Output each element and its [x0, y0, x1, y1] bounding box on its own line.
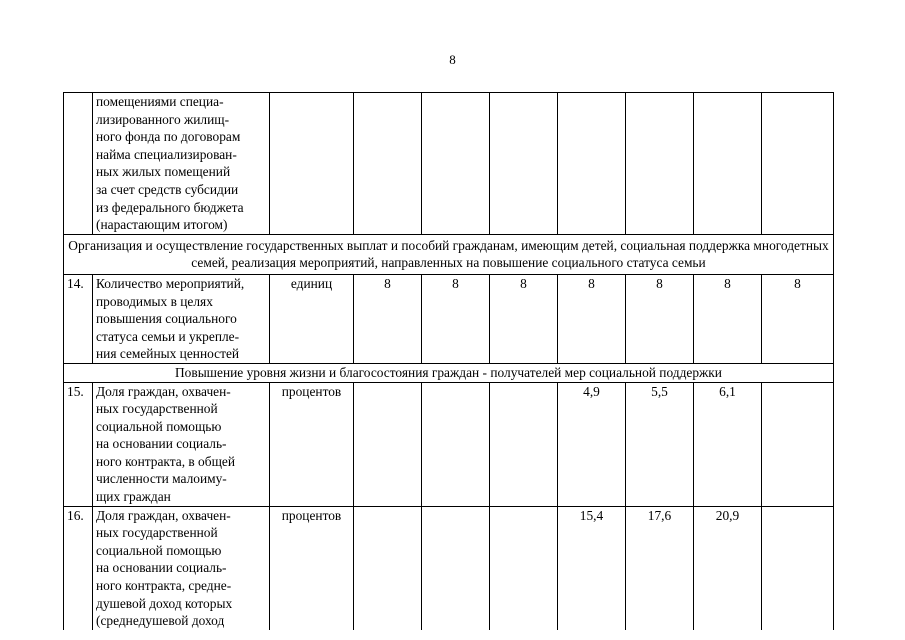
value-cell: 17,6	[626, 506, 694, 630]
page-number: 8	[449, 52, 456, 67]
unit-cell: процентов	[270, 506, 354, 630]
value-cell: 6,1	[694, 382, 762, 506]
unit-cell	[270, 93, 354, 235]
value-cell: 15,4	[558, 506, 626, 630]
value-cell: 8	[694, 274, 762, 363]
table-row	[64, 506, 834, 630]
value-cell: 5,5	[626, 382, 694, 506]
row-number-cell	[64, 93, 93, 235]
indicators-table	[63, 92, 834, 630]
value-cell	[694, 93, 762, 235]
value-cell: 8	[762, 274, 834, 363]
unit-cell: процентов	[270, 382, 354, 506]
value-cell	[762, 506, 834, 630]
value-cell: 20,9	[694, 506, 762, 630]
row-number-cell: 16.	[64, 506, 93, 630]
value-cell	[354, 93, 422, 235]
indicator-cell: Доля граждан, охвачен- ных государственной социальной помощью на основании социаль- ного контракта, в общей численности малоиму- щих граждан	[93, 382, 270, 506]
value-cell	[558, 93, 626, 235]
value-cell	[422, 93, 490, 235]
section-row	[64, 363, 834, 382]
section-heading: Повышение уровня жизни и благосостояния граждан - получателей мер социальной поддержки	[64, 363, 834, 382]
table-row	[64, 274, 834, 363]
section-heading: Организация и осуществление государственных выплат и пособий гражданам, имеющим детей, социальная поддержка многодетных семей, реализация мероприятий, направленных на повышение социального статуса семьи	[64, 234, 834, 274]
value-cell	[762, 93, 834, 235]
value-cell	[626, 93, 694, 235]
indicator-cell: Доля граждан, охвачен- ных государственной социальной помощью на основании социаль- ного контракта, средне- душевой доход которых (среднедушевой доход	[93, 506, 270, 630]
value-cell: 8	[558, 274, 626, 363]
value-cell	[490, 93, 558, 235]
value-cell	[762, 382, 834, 506]
row-number-cell: 14.	[64, 274, 93, 363]
value-cell	[422, 506, 490, 630]
row-number-cell: 15.	[64, 382, 93, 506]
unit-cell: единиц	[270, 274, 354, 363]
value-cell	[422, 382, 490, 506]
value-cell	[354, 382, 422, 506]
value-cell	[490, 506, 558, 630]
indicator-cell: Количество мероприятий, проводимых в целях повышения социального статуса семьи и укрепле- ния семейных ценностей	[93, 274, 270, 363]
value-cell: 8	[626, 274, 694, 363]
value-cell: 8	[490, 274, 558, 363]
table-row	[64, 382, 834, 506]
section-row	[64, 234, 834, 274]
value-cell: 8	[354, 274, 422, 363]
indicator-cell: помещениями специа- лизированного жилищ- ного фонда по договорам найма специализирован- ных жилых помещений за счет средств субсидии из федерального бюджета (нарастающим итогом)	[93, 93, 270, 235]
table-row	[64, 93, 834, 235]
value-cell: 4,9	[558, 382, 626, 506]
value-cell	[354, 506, 422, 630]
value-cell: 8	[422, 274, 490, 363]
value-cell	[490, 382, 558, 506]
